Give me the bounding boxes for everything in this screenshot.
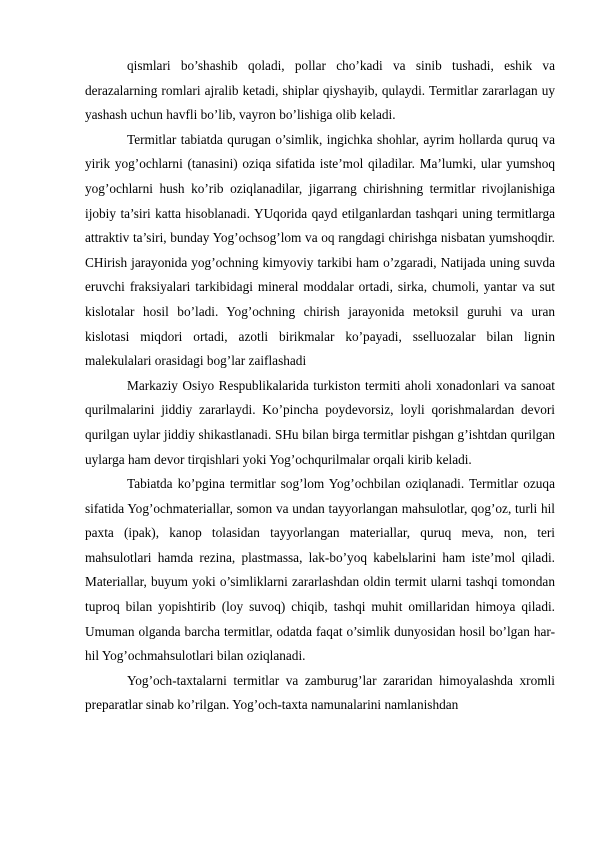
paragraph-2: Termitlar tabiatda qurugan o’simlik, ingichka shohlar, ayrim hollarda quruq va yirik yog’ochlarni (tanasini) oziqa sifatida iste’mol qiladilar. Ma’lumki, ular yumshoq yog’ochlarni hush ko’rib oziqlanadilar, jigarrang chirishning termitlar rivojlanishiga ijobiy ta’siri katta hisoblanadi. YUqorida qayd etilganlardan tashqari uning termitlarga attraktiv ta’siri, bunday Yog’ochsog’lom va oq rangdagi chirishga nisbatan yumshoqdir. CHirish jarayonida yog’ochning kimyoviy tarkibi ham o’zgaradi, Natijada uning suvda eruvchi fraksiyalari tarkibidagi mineral moddalar ortadi, sirka, chumoli, yantar va sut kislotalar hosil bo’ladi. Yog’ochning chirish jarayonida metoksil guruhi va uran kislotasi miqdori ortadi, azotli birikmalar ko’payadi, sselluozalar bilan lignin malekulalari orasidagi bog’lar zaiflashadi (85, 131, 555, 369)
body-text (85, 54, 555, 718)
paragraph-1: qismlari bo’shashib qoladi, pollar cho’kadi va sinib tushadi, eshik va derazalarning romlari ajralib ketadi, shiplar qiyshayib, qulaydi. Termitlar zararlagan uy yashash uchun havfli bo’lib, vayron bo’lishiga olib keladi. (85, 58, 555, 123)
paragraph-5: Yog’och-taxtalarni termitlar va zamburug’lar zararidan himoyalashda xromli preparatlar sinab ko’rilgan. Yog’och-taxta namunalarini namlanishdan (85, 672, 555, 713)
paragraph-4: Tabiatda ko’pgina termitlar sog’lom Yog’ochbilan oziqlanadi. Termitlar ozuqa sifatida Yog’ochmateriallar, somon va undan tayyorlangan mahsulotlar, qog’oz, turli hil paxta (ipak), kanop tolasidan tayyorlangan materiallar, quruq meva, non, teri mahsulotlari hamda rezina, plastmassa, lak-bo’yoq kabelьlarini ham iste’mol qiladi. Materiallar, buyum yoki o’simliklarni zararlashdan oldin termit ularni tashqi tomondan tuproq bilan yopishtirib (loy suvoq) chiqib, tashqi muhit omillaridan himoya qiladi. Umuman olganda barcha termitlar, odatda faqat o’simlik dunyosidan hosil bo’lgan har-hil Yog’ochmahsulotlari bilan oziqlanadi. (85, 476, 555, 664)
paragraph-3: Markaziy Osiyo Respublikalarida turkiston termiti aholi xonadonlari va sanoat qurilmalarini jiddiy zararlaydi. Ko’pincha poydevorsiz, loyli qorishmalardan devori qurilgan uylar jiddiy shikastlanadi. SHu bilan birga termitlar pishgan g’ishtdan qurilgan uylarga ham devor tirqishlari yoki Yog’ochqurilmalar orqali kirib keladi. (85, 377, 555, 467)
